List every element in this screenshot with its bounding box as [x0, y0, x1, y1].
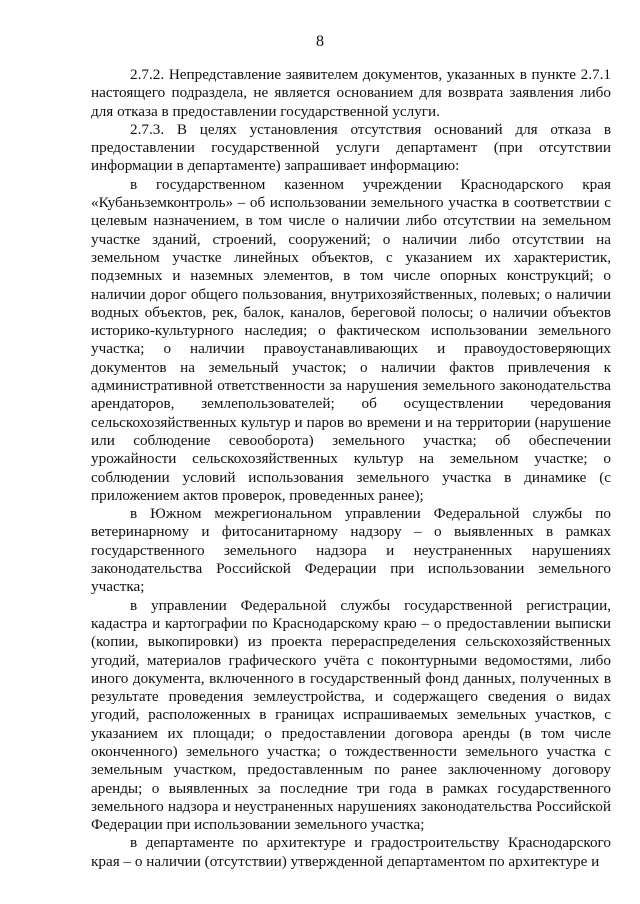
document-body — [91, 66, 611, 871]
paragraph-kubanzemkontrol: в государственном казенном учреждении Краснодарского края «Кубаньземконтроль» – об использовании земельного участка в соответствии с целевым назначением, в том числе о наличии либо отсутствии на земельном участке зданий, строений, сооружений; о наличии либо отсутствии на земельном участке линейных объектов, с указанием их характеристик, подземных и наземных элементов, в том числе опорных конструкций; о наличии дорог общего пользования, внутрихозяйственных, полевых; о наличии водных объектов, рек, балок, каналов, береговой полосы; о наличии объектов историко-культурного наследия; о фактическом использовании земельного участка; о наличии правоустанавливающих и правоудостоверяющих документов на земельный участок; о наличии фактов привлечения к административной ответственности за нарушения земельного законодательства арендаторов, землепользователей; об осуществлении чередования сельскохозяйственных культур и паров во времени и на территории (нарушение или соблюдение севооборота) земельного участка; об обеспечении урожайности сельскохозяйственных культур на земельном участке; о соблюдении условий использования земельного участка в динамике (с приложением актов проверок, проведенных ранее); — [91, 175, 611, 504]
paragraph-2-7-2: 2.7.2. Непредставление заявителем документов, указанных в пункте 2.7.1 настоящего подраздела, не является основанием для возврата заявления либо для отказа в предоставлении государственной услуги. — [91, 66, 611, 120]
page-number: 8 — [316, 33, 324, 50]
paragraph-rosselkhoznadzor: в Южном межрегиональном управлении Федеральной службы по ветеринарному и фитосанитарному надзору – о выявленных в рамках государственного земельного надзора и неустраненных нарушениях законодательства Российской Федерации при использовании земельного участка; — [91, 505, 611, 596]
paragraph-rosreestr: в управлении Федеральной службы государственной регистрации, кадастра и картографии по Краснодарскому краю – о предоставлении выписки (копии, выкопировки) из проекта перераспределения сельскохозяйственных угодий, материалов графического учёта с поконтурными ведомостями, либо иного документа, включенного в государственный фонд данных, полученных в результате проведения землеустройства, и содержащего сведения о видах угодий, расположенных в границах испрашиваемых земельных участков, с указанием их площади; о предоставлении договора аренды (в том числе оконченного) земельного участка; о тождественности земельного участка с земельным участком, предоставленным по ранее заключенному договору аренды; о выявленных за последние три года в рамках государственного земельного надзора и неустраненных нарушениях законодательства Российской Федерации при использовании земельного участка; — [91, 596, 611, 834]
paragraph-2-7-3: 2.7.3. В целях установления отсутствия оснований для отказа в предоставлении государственной услуги департамент (при отсутствии информации в департаменте) запрашивает информацию: — [91, 120, 611, 175]
paragraph-architecture-department: в департаменте по архитектуре и градостроительству Краснодарского края – о наличии (отсутствии) утвержденной департаментом по архитектуре и — [91, 834, 611, 870]
